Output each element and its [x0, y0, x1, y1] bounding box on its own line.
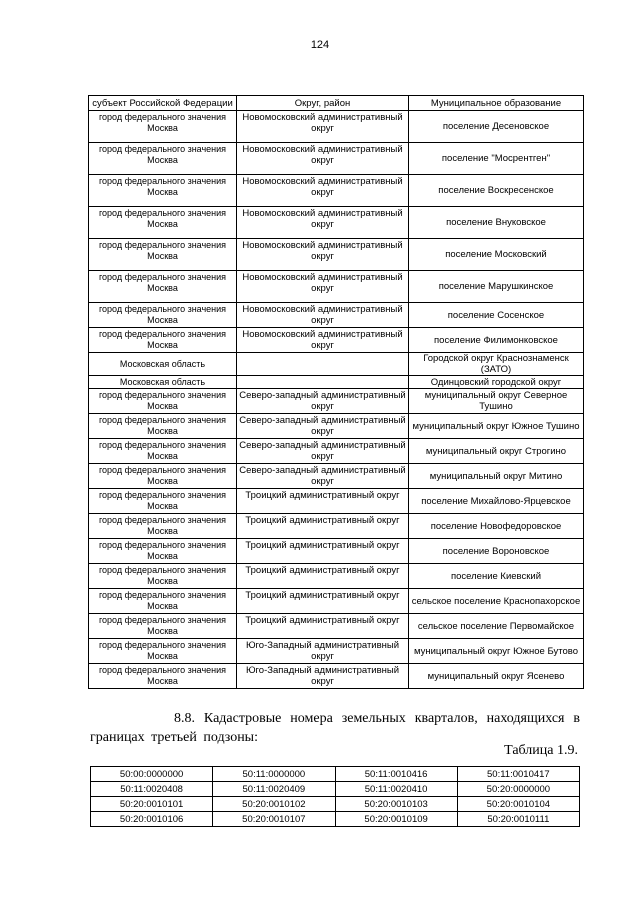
cell-municipality: поселение Вороновское	[409, 539, 584, 564]
cell-municipality: поселение "Мосрентген"	[409, 143, 584, 175]
cell-subject: город федерального значения Москва	[89, 639, 237, 664]
cadastral-number-cell: 50:11:0020408	[91, 782, 213, 797]
cell-municipality: поселение Внуковское	[409, 207, 584, 239]
cell-subject: город федерального значения Москва	[89, 464, 237, 489]
cell-district: Троицкий административный округ	[237, 539, 409, 564]
table-row	[91, 767, 580, 782]
cadastral-number-cell: 50:11:0020410	[335, 782, 457, 797]
cadastral-number-cell: 50:20:0010104	[457, 797, 579, 812]
cadastral-number-cell: 50:20:0010101	[91, 797, 213, 812]
cell-district: Новомосковский административный округ	[237, 143, 409, 175]
cell-subject: город федерального значения Москва	[89, 143, 237, 175]
table-row	[89, 464, 584, 489]
table-row	[89, 564, 584, 589]
cell-municipality: сельское поселение Краснопахорское	[409, 589, 584, 614]
cell-district: Новомосковский административный округ	[237, 271, 409, 303]
table-row	[91, 812, 580, 827]
cell-municipality: поселение Киевский	[409, 564, 584, 589]
cell-subject: город федерального значения Москва	[89, 589, 237, 614]
cadastral-number-cell: 50:20:0000000	[457, 782, 579, 797]
table-row	[89, 303, 584, 328]
cadastral-number-cell: 50:20:0010107	[213, 812, 335, 827]
cell-subject: город федерального значения Москва	[89, 328, 237, 353]
cell-municipality: поселение Новофедоровское	[409, 514, 584, 539]
cell-district: Северо-западный административный округ	[237, 439, 409, 464]
cell-subject: город федерального значения Москва	[89, 414, 237, 439]
cell-subject: Московская область	[89, 353, 237, 376]
cell-municipality: поселение Михайлово-Ярцевское	[409, 489, 584, 514]
cell-district: Северо-западный административный округ	[237, 414, 409, 439]
cell-municipality: поселение Московский	[409, 239, 584, 271]
table-row	[89, 328, 584, 353]
cell-district: Юго-Западный административный округ	[237, 664, 409, 689]
page-number: 124	[310, 39, 330, 51]
cadastral-number-cell: 50:20:0010109	[335, 812, 457, 827]
cell-municipality: сельское поселение Первомайское	[409, 614, 584, 639]
column-header-municipality: Муниципальное образование	[409, 96, 584, 111]
table-row	[89, 539, 584, 564]
cell-district: Троицкий административный округ	[237, 489, 409, 514]
cell-subject: город федерального значения Москва	[89, 389, 237, 414]
cell-subject: город федерального значения Москва	[89, 489, 237, 514]
cell-subject: город федерального значения Москва	[89, 514, 237, 539]
cadastral-numbers-table	[90, 766, 580, 827]
cell-municipality: Одинцовский городской округ	[409, 376, 584, 389]
cadastral-number-cell: 50:11:0010417	[457, 767, 579, 782]
table-row	[89, 514, 584, 539]
table-row	[89, 207, 584, 239]
cadastral-number-cell: 50:20:0010102	[213, 797, 335, 812]
cell-municipality: муниципальный округ Ясенево	[409, 664, 584, 689]
cell-district: Новомосковский административный округ	[237, 207, 409, 239]
cadastral-number-cell: 50:11:0000000	[213, 767, 335, 782]
cell-municipality: поселение Десеновское	[409, 111, 584, 143]
table-header-row	[89, 96, 584, 111]
table-row	[89, 111, 584, 143]
cell-subject: город федерального значения Москва	[89, 271, 237, 303]
table-row	[91, 797, 580, 812]
cell-municipality: муниципальный округ Северное Тушино	[409, 389, 584, 414]
column-header-subject: субъект Российской Федерации	[89, 96, 237, 111]
cell-municipality: муниципальный округ Митино	[409, 464, 584, 489]
table-row	[89, 439, 584, 464]
cell-subject: город федерального значения Москва	[89, 111, 237, 143]
table-row	[89, 664, 584, 689]
table-row	[89, 614, 584, 639]
cadastral-number-cell: 50:11:0020409	[213, 782, 335, 797]
section-paragraph: 8.8. Кадастровые номера земельных кварталов, находящихся в границах третьей подзоны:	[90, 711, 580, 745]
cell-subject: город федерального значения Москва	[89, 303, 237, 328]
cell-municipality: Городской округ Краснознаменск (ЗАТО)	[409, 353, 584, 376]
table-caption: Таблица 1.9.	[504, 743, 578, 758]
cell-municipality: поселение Воскресенское	[409, 175, 584, 207]
cell-district: Троицкий административный округ	[237, 564, 409, 589]
table-row	[89, 175, 584, 207]
cell-district: Новомосковский административный округ	[237, 175, 409, 207]
cell-district	[237, 353, 409, 376]
cell-district: Новомосковский административный округ	[237, 328, 409, 353]
cell-subject: город федерального значения Москва	[89, 564, 237, 589]
cell-municipality: муниципальный округ Южное Тушино	[409, 414, 584, 439]
cell-district	[237, 376, 409, 389]
cell-subject: Московская область	[89, 376, 237, 389]
table-row	[89, 271, 584, 303]
cell-district: Новомосковский административный округ	[237, 111, 409, 143]
table-row	[89, 239, 584, 271]
cell-district: Северо-западный административный округ	[237, 389, 409, 414]
cell-district: Юго-Западный административный округ	[237, 639, 409, 664]
cell-district: Новомосковский административный округ	[237, 303, 409, 328]
table-row	[89, 376, 584, 389]
cell-district: Троицкий административный округ	[237, 589, 409, 614]
cadastral-number-cell: 50:20:0010103	[335, 797, 457, 812]
cadastral-number-cell: 50:20:0010111	[457, 812, 579, 827]
table-row	[89, 143, 584, 175]
cell-municipality: поселение Филимонковское	[409, 328, 584, 353]
cell-subject: город федерального значения Москва	[89, 207, 237, 239]
table-row	[89, 639, 584, 664]
cell-subject: город федерального значения Москва	[89, 539, 237, 564]
cell-subject: город федерального значения Москва	[89, 239, 237, 271]
table-row	[89, 353, 584, 376]
table-row	[89, 489, 584, 514]
cell-municipality: муниципальный округ Строгино	[409, 439, 584, 464]
cell-district: Новомосковский административный округ	[237, 239, 409, 271]
column-header-district: Округ, район	[237, 96, 409, 111]
cell-subject: город федерального значения Москва	[89, 614, 237, 639]
cadastral-number-cell: 50:11:0010416	[335, 767, 457, 782]
table-row	[89, 589, 584, 614]
municipalities-table	[88, 95, 584, 689]
cell-district: Северо-западный административный округ	[237, 464, 409, 489]
cadastral-number-cell: 50:20:0010106	[91, 812, 213, 827]
cell-municipality: поселение Марушкинское	[409, 271, 584, 303]
cell-municipality: муниципальный округ Южное Бутово	[409, 639, 584, 664]
table-row	[89, 414, 584, 439]
cell-subject: город федерального значения Москва	[89, 439, 237, 464]
table-row	[89, 389, 584, 414]
cell-subject: город федерального значения Москва	[89, 175, 237, 207]
cell-municipality: поселение Сосенское	[409, 303, 584, 328]
cell-district: Троицкий административный округ	[237, 514, 409, 539]
cell-district: Троицкий административный округ	[237, 614, 409, 639]
cadastral-number-cell: 50:00:0000000	[91, 767, 213, 782]
table-row	[91, 782, 580, 797]
cell-subject: город федерального значения Москва	[89, 664, 237, 689]
